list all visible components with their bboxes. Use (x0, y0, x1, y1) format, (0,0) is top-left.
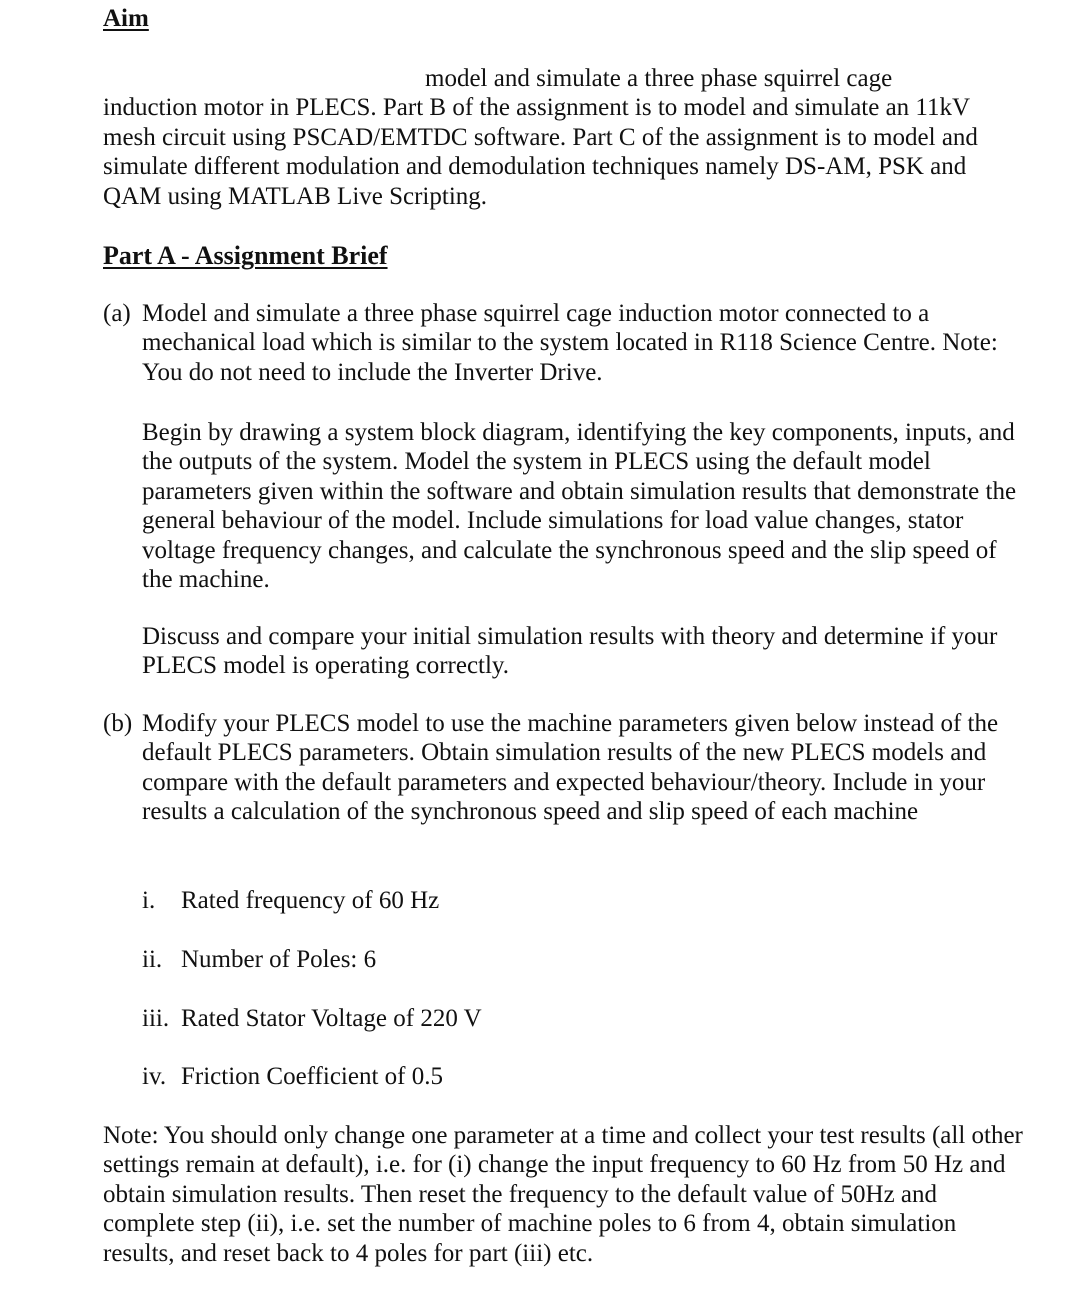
part-a-heading: Part A - Assignment Brief (103, 241, 388, 270)
item-a-marker: (a) (103, 300, 131, 327)
param-text: Number of Poles: 6 (181, 946, 377, 973)
param-item (142, 1062, 443, 1092)
param-number: iii. (142, 1005, 170, 1032)
param-number: i. (142, 887, 156, 914)
param-text: Friction Coefficient of 0.5 (181, 1063, 443, 1090)
item-a-begin-paragraph: Begin by drawing a system block diagram, identifying the key components, inputs, and the outputs of the system. Model the system in PLECS using the default model parameters given within the software and obtain simulation results that demonstrate the general behaviour of the model. Include simulations for load value changes, stator voltage frequency changes, and calculate the synchronous speed and the slip speed of the machine. (142, 419, 1017, 594)
note-paragraph: Note: You should only change one parameter at a time and collect your test results (all other settings remain at default), i.e. for (i) change the input frequency to 60 Hz from 50 Hz and obtain simulation results. Then reset the frequency to the default value of 50Hz and complete step (ii), i.e. set the number of machine poles to 6 from 4, obtain simulation results, and reset back to 4 poles for part (iii) etc. (103, 1122, 1023, 1267)
item-a-discuss-paragraph: Discuss and compare your initial simulation results with theory and determine if your PLECS model is operating correctly. (142, 623, 998, 680)
item-b-marker: (b) (103, 710, 133, 737)
item-b-text: Modify your PLECS model to use the machine parameters given below instead of the default PLECS parameters. Obtain simulation results of the new PLECS models and compare with the default parameters and expected behaviour/theory. Include in your results a calculation of the synchronous speed and slip speed of each machine (142, 710, 999, 826)
aim-heading: Aim (103, 5, 149, 32)
param-number: iv. (142, 1063, 167, 1090)
param-item (142, 945, 376, 975)
param-item (142, 1004, 482, 1034)
aim-paragraph (103, 64, 1003, 211)
aim-paragraph-rest: induction motor in PLECS. Part B of the assignment is to model and simulate an 11kV mesh circuit using PSCAD/EMTDC software. Part C of the assignment is to model and simulate different modulation and demodulation techniques namely DS-AM, PSK and QAM using MATLAB Live Scripting. (103, 94, 978, 210)
param-text: Rated frequency of 60 Hz (181, 887, 440, 914)
param-text: Rated Stator Voltage of 220 V (181, 1005, 482, 1032)
item-a-text: Model and simulate a three phase squirrel cage induction motor connected to a mechanical load which is similar to the system located in R118 Science Centre. Note: You do not need to include the Inverter Drive. (142, 300, 998, 386)
param-number: ii. (142, 946, 163, 973)
aim-paragraph-first-line: model and simulate a three phase squirrel cage (425, 65, 893, 92)
param-item (142, 886, 439, 916)
